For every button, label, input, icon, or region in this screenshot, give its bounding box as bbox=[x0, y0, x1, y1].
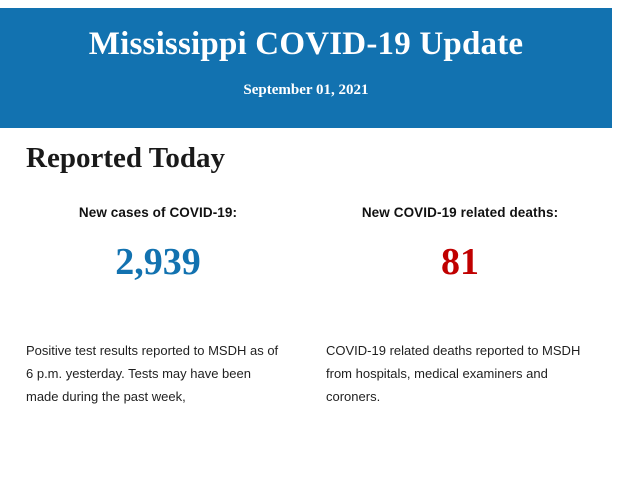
stat-new-deaths-value: 81 bbox=[441, 241, 479, 283]
stat-new-deaths-note: COVID-19 related deaths reported to MSDH from hospitals, medical examiners and coroners. bbox=[326, 343, 581, 404]
stat-new-cases-note: Positive test results reported to MSDH as of 6 p.m. yesterday. Tests may have been made during the past week, bbox=[26, 343, 279, 404]
header-banner bbox=[0, 8, 612, 128]
notes-row bbox=[0, 340, 620, 408]
stat-new-deaths-label: New COVID-19 related deaths: bbox=[361, 205, 559, 220]
stat-new-cases-value: 2,939 bbox=[115, 241, 201, 283]
section-heading: Reported Today bbox=[26, 142, 226, 174]
stat-new-deaths bbox=[300, 205, 600, 284]
stat-new-cases bbox=[0, 205, 300, 284]
page-title: Mississippi COVID-19 Update bbox=[88, 26, 524, 62]
report-date: September 01, 2021 bbox=[243, 82, 369, 98]
stats-row bbox=[0, 205, 620, 284]
stat-new-cases-label: New cases of COVID-19: bbox=[78, 205, 238, 220]
